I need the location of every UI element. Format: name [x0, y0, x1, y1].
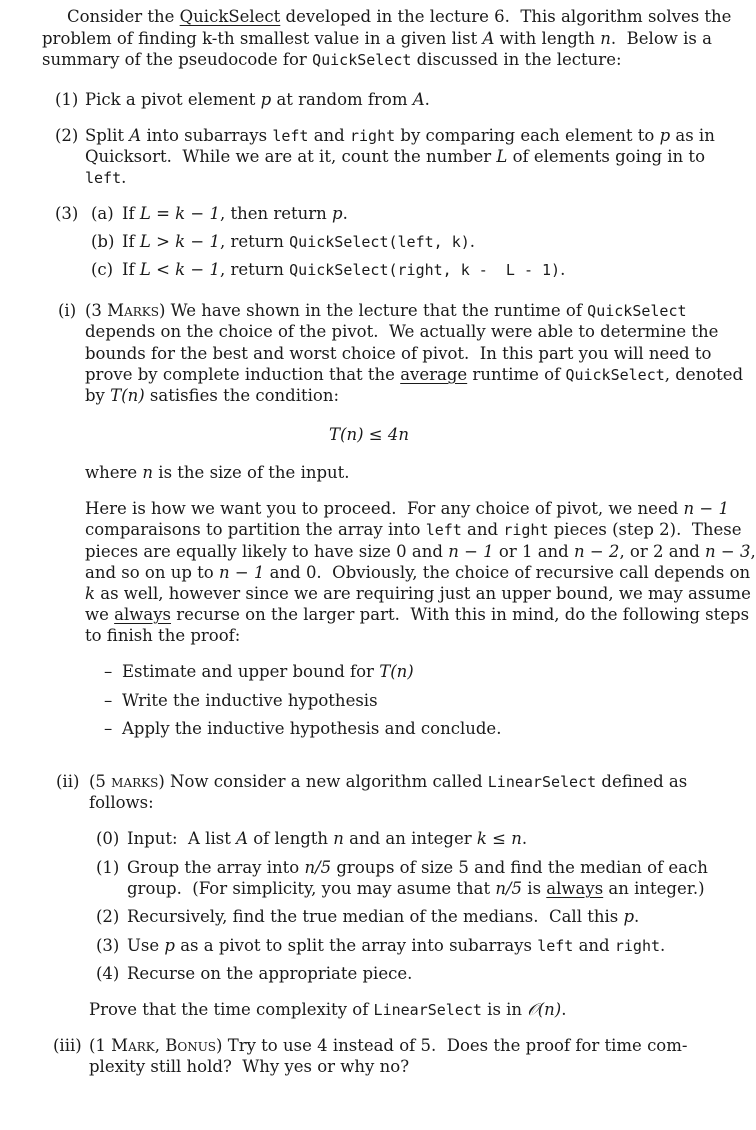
ls-step-4-number: (4)	[96, 964, 120, 983]
part-i-p2-line-2	[85, 519, 741, 541]
part-text: pieces (step 2). These	[548, 520, 742, 539]
step-text: Use	[127, 936, 165, 955]
step-text: .	[342, 204, 348, 223]
part-text: is in	[481, 1000, 528, 1019]
step-text: , return	[219, 260, 290, 279]
part-i-p2-line-5	[85, 583, 751, 604]
step-text: of length	[248, 829, 334, 848]
math-var: p	[332, 204, 343, 223]
part-text: , denoted	[664, 365, 744, 384]
intro-text: with length	[494, 29, 601, 48]
code-term: left	[537, 937, 574, 955]
step-text: .	[424, 90, 430, 109]
part-i-line-2: depends on the choice of the pivot. We actually were able to determine the	[85, 322, 719, 341]
part-text: We have shown in the lecture that the runtime of	[165, 301, 588, 320]
step-3b-text	[122, 231, 475, 253]
ls-step-2-text	[127, 906, 639, 927]
step-text: groups of size 5 and find the median of each	[331, 858, 708, 877]
math-var: p	[623, 907, 635, 926]
step-2-number: (2)	[55, 126, 79, 145]
math-var: n	[333, 829, 344, 848]
part-text: as well, however since we are requiring just an upper bound, we may assume	[95, 584, 751, 603]
emphasis-always: always	[546, 879, 604, 898]
step-text: If	[122, 260, 140, 279]
code-term: right	[503, 521, 549, 539]
step-text: as in	[670, 126, 715, 145]
ls-step-3-text	[127, 935, 665, 957]
step-text: into subarrays	[141, 126, 273, 145]
code-term: QuickSelect	[565, 366, 665, 384]
ls-step-3-number: (3)	[96, 936, 120, 955]
step-text: by comparing each element to	[395, 126, 660, 145]
math-var: n	[142, 463, 154, 482]
quickselect-term: QuickSelect	[179, 7, 281, 26]
code-term: QuickSelect(left, k)	[289, 233, 470, 251]
step-3c-text	[122, 259, 565, 281]
step-text: Input: A list	[127, 829, 237, 848]
math-expr: n − 1	[683, 499, 729, 518]
step-3a-text	[122, 203, 348, 224]
step-text: is	[522, 879, 547, 898]
step-2-line-1	[85, 125, 715, 147]
part-text: and 0. Obviously, the choice of recursive call depends on	[264, 563, 751, 582]
step-text: .	[560, 260, 566, 279]
code-term: LinearSelect	[487, 773, 597, 791]
step-text: .	[634, 907, 640, 926]
intro-text: . Below is a	[610, 29, 712, 48]
part-i-where	[85, 462, 350, 483]
step-2-line-3	[85, 167, 126, 189]
part-i-line-5	[85, 385, 339, 406]
part-ii-prove	[89, 999, 566, 1021]
part-ii-line-2: follows:	[89, 793, 154, 812]
intro-text: developed in the lecture 6. This algorithm solves the	[280, 7, 732, 26]
part-ii-line-1	[89, 771, 687, 793]
math-expr: n − 3	[705, 542, 751, 561]
part-i-p2-line-7: to finish the proof:	[85, 626, 241, 645]
code-term: QuickSelect(right, k - L - 1)	[289, 261, 561, 279]
part-text: Prove that the time complexity of	[89, 1000, 374, 1019]
bullet-2: Write the inductive hypothesis	[122, 691, 378, 710]
part-i-line-4	[85, 364, 743, 386]
math-expr: n − 1	[448, 542, 494, 561]
step-text: as a pivot to split the array into subarrays	[174, 936, 538, 955]
part-i-line-1	[85, 300, 687, 322]
math-var: A	[412, 90, 425, 109]
step-text: Quicksort. While we are at it, count the number	[85, 147, 497, 166]
math-var: A	[236, 829, 248, 848]
math-expr: n/5	[304, 858, 332, 877]
step-text: an integer.)	[603, 879, 705, 898]
code-term: LinearSelect	[373, 1001, 482, 1019]
step-text: Recursively, find the true median of the medians. Call this	[127, 907, 624, 926]
part-text: ,	[750, 542, 756, 561]
part-text: , or 2 and	[619, 542, 706, 561]
step-3a-label: (a)	[91, 204, 114, 223]
ls-step-2-number: (2)	[96, 907, 120, 926]
part-iii-line-2: plexity still hold? Why yes or why no?	[89, 1057, 410, 1076]
step-text: Split	[85, 126, 130, 145]
part-text: Try to use 4 instead of 5. Does the proof for time com-	[222, 1036, 688, 1055]
step-text: Pick a pivot element	[85, 90, 261, 109]
math-var: L	[496, 147, 508, 166]
intro-line-1	[67, 6, 731, 27]
code-term: left	[272, 127, 309, 145]
step-text: .	[469, 232, 476, 251]
ls-step-1-number: (1)	[96, 858, 120, 877]
step-text: .	[521, 829, 528, 848]
math-var: T(n)	[110, 386, 145, 405]
intro-text: Consider the	[67, 7, 180, 26]
math-expr: L = k − 1	[139, 204, 220, 223]
marks-badge: (1 Mark, Bonus)	[89, 1036, 223, 1055]
part-text: and	[461, 520, 504, 539]
step-2-line-2	[85, 146, 705, 167]
part-text: where	[85, 463, 143, 482]
step-text: , then return	[219, 204, 333, 223]
emphasis-always: always	[114, 605, 172, 624]
math-expr: L < k − 1	[139, 260, 220, 279]
part-text: recurse on the larger part. With this in mind, do the following steps	[171, 605, 750, 624]
part-text: we	[85, 605, 115, 624]
step-3c-label: (c)	[91, 260, 114, 279]
bullet-dash: –	[104, 719, 113, 738]
math-expr: n − 1	[218, 563, 265, 582]
code-term: right	[349, 127, 396, 145]
part-iii-label: (iii)	[53, 1036, 82, 1055]
part-i-p2-line-3	[85, 541, 756, 562]
step-1-text	[85, 89, 430, 110]
part-text: defined as	[596, 772, 688, 791]
math-var: k	[85, 584, 95, 603]
part-text: Now consider a new algorithm called	[164, 772, 488, 791]
step-1-number: (1)	[55, 90, 79, 109]
bullet-3: Apply the inductive hypothesis and conclude.	[122, 719, 502, 738]
step-text: , return	[219, 232, 290, 251]
step-text: If	[122, 232, 140, 251]
step-3b-label: (b)	[91, 232, 115, 251]
part-iii-line-1	[89, 1035, 687, 1056]
step-text: and an integer	[343, 829, 477, 848]
math-var: p	[260, 90, 272, 109]
step-text: of elements going in to	[507, 147, 705, 166]
intro-text: problem of finding k-th smallest value in a given list	[42, 29, 483, 48]
ls-step-1-line-1	[127, 857, 708, 878]
part-text: or 1 and	[493, 542, 574, 561]
step-text: .	[660, 936, 666, 955]
part-text: is the size of the input.	[153, 463, 350, 482]
part-i-p2-line-4	[85, 562, 750, 583]
ls-step-0-number: (0)	[96, 829, 120, 848]
bullet-1	[122, 661, 414, 682]
part-i-label: (i)	[58, 301, 77, 320]
marks-badge: (3 Marks)	[85, 301, 166, 320]
part-text: .	[561, 1000, 567, 1019]
math-expr: k ≤ n	[476, 829, 522, 848]
part-i-p2-line-6	[85, 604, 749, 625]
step-text: .	[121, 168, 127, 187]
bullet-dash: –	[104, 662, 113, 681]
step-text: If	[122, 204, 140, 223]
math-expr: L > k − 1	[139, 232, 220, 251]
step-text: at random from	[271, 90, 413, 109]
step-text: and	[308, 126, 350, 145]
intro-text: summary of the pseudocode for	[42, 50, 313, 69]
code-term: left	[85, 169, 122, 187]
step-text: and	[573, 936, 615, 955]
math-expr: 𝒪(n)	[527, 1000, 562, 1019]
ls-step-4-text: Recurse on the appropriate piece.	[127, 964, 413, 983]
intro-text: discussed in the lecture:	[411, 50, 622, 69]
math-var: A	[482, 29, 495, 48]
math-var: p	[659, 126, 671, 145]
math-var: n	[600, 29, 611, 48]
part-text: satisfies the condition:	[144, 386, 339, 405]
intro-line-2	[42, 28, 712, 49]
math-var: T(n)	[379, 662, 414, 681]
part-text: Here is how we want you to proceed. For any choice of pivot, we need	[85, 499, 684, 518]
code-term: QuickSelect	[587, 302, 687, 320]
math-var: p	[164, 936, 175, 955]
step-text: group. (For simplicity, you may asume that	[127, 879, 496, 898]
ls-step-1-line-2	[127, 878, 705, 899]
code-term: right	[614, 937, 661, 955]
part-i-p2-line-1	[85, 498, 729, 519]
code-term: QuickSelect	[312, 51, 412, 69]
bullet-dash: –	[104, 691, 113, 710]
step-3-number: (3)	[55, 204, 79, 223]
emphasis-average: average	[400, 365, 468, 384]
ls-step-0-text	[127, 828, 527, 849]
part-text: and so on up to	[85, 563, 219, 582]
part-text: comparaisons to partition the array into	[85, 520, 426, 539]
part-text: runtime of	[467, 365, 566, 384]
part-text: prove by complete induction that the	[85, 365, 401, 384]
marks-badge: (5 marks)	[89, 772, 165, 791]
display-equation: T(n) ≤ 4n	[329, 425, 409, 444]
part-i-line-3: bounds for the best and worst choice of pivot. In this part you will need to	[85, 344, 712, 363]
math-var: A	[129, 126, 142, 145]
part-text: by	[85, 386, 111, 405]
part-ii-label: (ii)	[56, 772, 80, 791]
code-term: left	[425, 521, 462, 539]
math-expr: n − 2	[573, 542, 620, 561]
step-text: Group the array into	[127, 858, 305, 877]
math-expr: n/5	[495, 879, 523, 898]
intro-line-3	[42, 49, 622, 71]
bullet-text: Estimate and upper bound for	[122, 662, 380, 681]
part-text: pieces are equally likely to have size 0 and	[85, 542, 449, 561]
